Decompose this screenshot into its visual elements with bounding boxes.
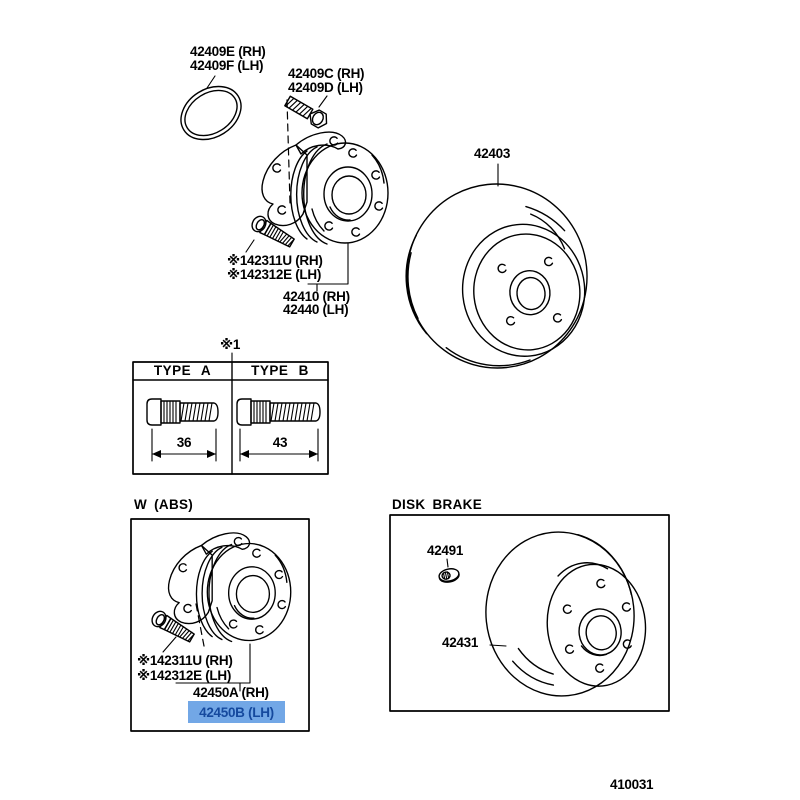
part-label-42409e[interactable]: 42409E (RH): [190, 44, 266, 59]
axle-hub-drawing: [262, 132, 388, 244]
stud-length-a: 36: [176, 435, 192, 450]
stud-type-a-drawing: [147, 399, 218, 461]
hub-stud-bolt-drawing: [249, 214, 296, 250]
part-label-142311u[interactable]: ※142311U (RH): [227, 253, 323, 268]
figure-number: 410031: [610, 777, 654, 792]
part-label-42409c[interactable]: 42409C (RH): [288, 66, 365, 81]
plug-bolt-drawing: [284, 94, 331, 130]
abs-stud-bolt-drawing: [149, 609, 196, 645]
disk-brake-section-title: DISK BRAKE: [392, 497, 483, 512]
part-label-42409f[interactable]: 42409F (LH): [190, 58, 264, 73]
part-label-42450b: 42450B (LH): [199, 704, 274, 720]
abs-part-label-142311u[interactable]: ※142311U (RH): [137, 653, 233, 668]
abs-part-label-142312e[interactable]: ※142312E (LH): [137, 668, 232, 683]
part-label-142312e[interactable]: ※142312E (LH): [227, 267, 322, 282]
leader-cap: [447, 559, 448, 567]
part-label-42409d[interactable]: 42409D (LH): [288, 80, 363, 95]
part-label-42403[interactable]: 42403: [474, 146, 511, 161]
table-header-type-b: TYPE B: [251, 363, 309, 378]
abs-hub-drawing: [169, 533, 291, 642]
leader-plug-bolt: [319, 96, 327, 107]
brake-drum-drawing: [397, 175, 596, 377]
part-label-42450a[interactable]: 42450A (RH): [193, 685, 269, 700]
table-ref-mark: ※1: [220, 337, 241, 352]
assembly-dashed-line: [287, 100, 290, 203]
abs-leader-stud: [163, 637, 176, 652]
part-label-42431[interactable]: 42431: [442, 635, 479, 650]
leader-stud: [246, 240, 254, 252]
part-label-42410[interactable]: 42410 (RH): [283, 289, 350, 304]
part-label-42440[interactable]: 42440 (LH): [283, 302, 349, 317]
part-label-42491[interactable]: 42491: [427, 543, 464, 558]
abs-section-title: W (ABS): [134, 497, 194, 512]
rotor-drawing: [478, 524, 652, 704]
stud-length-b: 43: [272, 435, 288, 450]
table-header-type-a: TYPE A: [153, 363, 212, 378]
oring-drawing: [171, 76, 251, 151]
cap-drawing: [438, 567, 460, 584]
stud-type-b-drawing: [237, 399, 320, 461]
part-label-42450b-highlight[interactable]: [188, 701, 285, 723]
